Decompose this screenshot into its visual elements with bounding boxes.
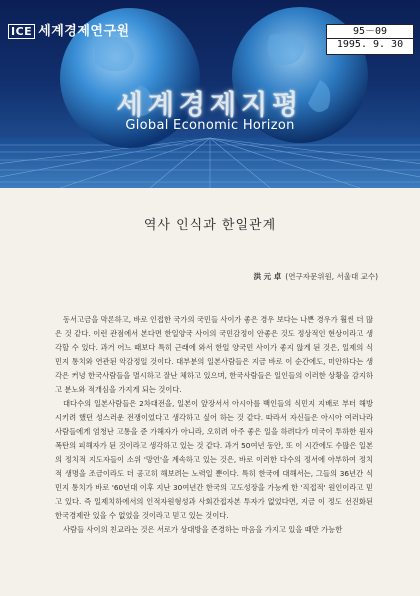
issue-info-box [326, 24, 414, 55]
author-affiliation: (연구자문위원, 서울대 교수) [285, 272, 378, 281]
logo-mark: ICE [8, 24, 35, 39]
paragraph: 대다수의 일본사람들은 2차대전을, 일본이 앞장서서 아시아를 백인들의 식민지 지배로 부터 해방시키려 했던 성스러운 전쟁이었다고 생각하고 싶어 하는 것 같다. 따라서 자신들은 아시아 여러나라 사람들에게 엄청난 고통을 준 가해자가 아니라, 오히려 아주 좋은 일을 하려다가 미국이 투하한 원자폭탄의 피해자가 된 것이라고 생각하고 있는 것 같다. 과거 50여년 동안, 또 이 시간에도 수많은 일본의 정치적 지도자들이 소위 '망언'을 계속하고 있는 것은, 바로 이러한 다수의 정서에 아부하여 정치적 생명을 조금이라도 더 공고히 해보려는 노력일 뿐이다. 특히 한국에 대해서는, 그들의 36년간 식민지 통치가 바로 '60년대 이후 지난 30여년간 한국의 고도성장을 가능케 한 '직접적' 원인이라고 믿고 있다. 즉 일제치하에서의 인적자원형성과 사회간접자본 투자가 없었다면, 지금 이 정도 선진화된 한국경제란 있을 수 없었을 것이라고 믿고 있는 것이다. [55, 399, 373, 520]
author-name: 洪 元 卓 [253, 272, 282, 281]
issue-number: 95－09 [352, 26, 388, 37]
header-banner [0, 0, 420, 188]
issue-date: 1995. 9. 30 [327, 38, 413, 51]
article-title: 역사 인식과 한일관계 [143, 218, 277, 233]
publication-title-english: Global Economic Horizon [125, 118, 295, 133]
institute-logo [8, 20, 130, 39]
paragraph: 사람들 사이의 친교라는 것은 서로가 상대방을 존경하는 마음을 가지고 있을 때만 가능한 [63, 525, 343, 534]
article-body [55, 313, 373, 537]
publication-title-korean: 세계경제지평 [116, 90, 304, 121]
logo-text: 세계경제연구원 [38, 24, 130, 39]
author-line [254, 271, 378, 282]
paragraph: 동서고금을 막론하고, 바로 인접한 국가의 국민들 사이가 좋은 경우 보다는 나쁜 경우가 훨씬 더 많은 것 같다. 이런 관점에서 본다면 한일양국 사이의 국민감정이 안좋은 것도 정상적인 현상이라고 생각할 수 있다. 과거 어느 때보다 특히 근래에 와서 한일 양국민 사이가 좋지 않게 된 것은, 일제의 식민지 통치와 연관된 악감정일 것이다. 대부분의 일본사람들은 지금 바로 이 순간에도, 미안하다는 생각은 커녕 한국사람들을 멸시하고 잘난 체하고 있으며, 한국사람들은 일인들의 이러한 상황을 감지하고 분노와 적개심을 가지게 되는 것이다. [55, 315, 373, 394]
